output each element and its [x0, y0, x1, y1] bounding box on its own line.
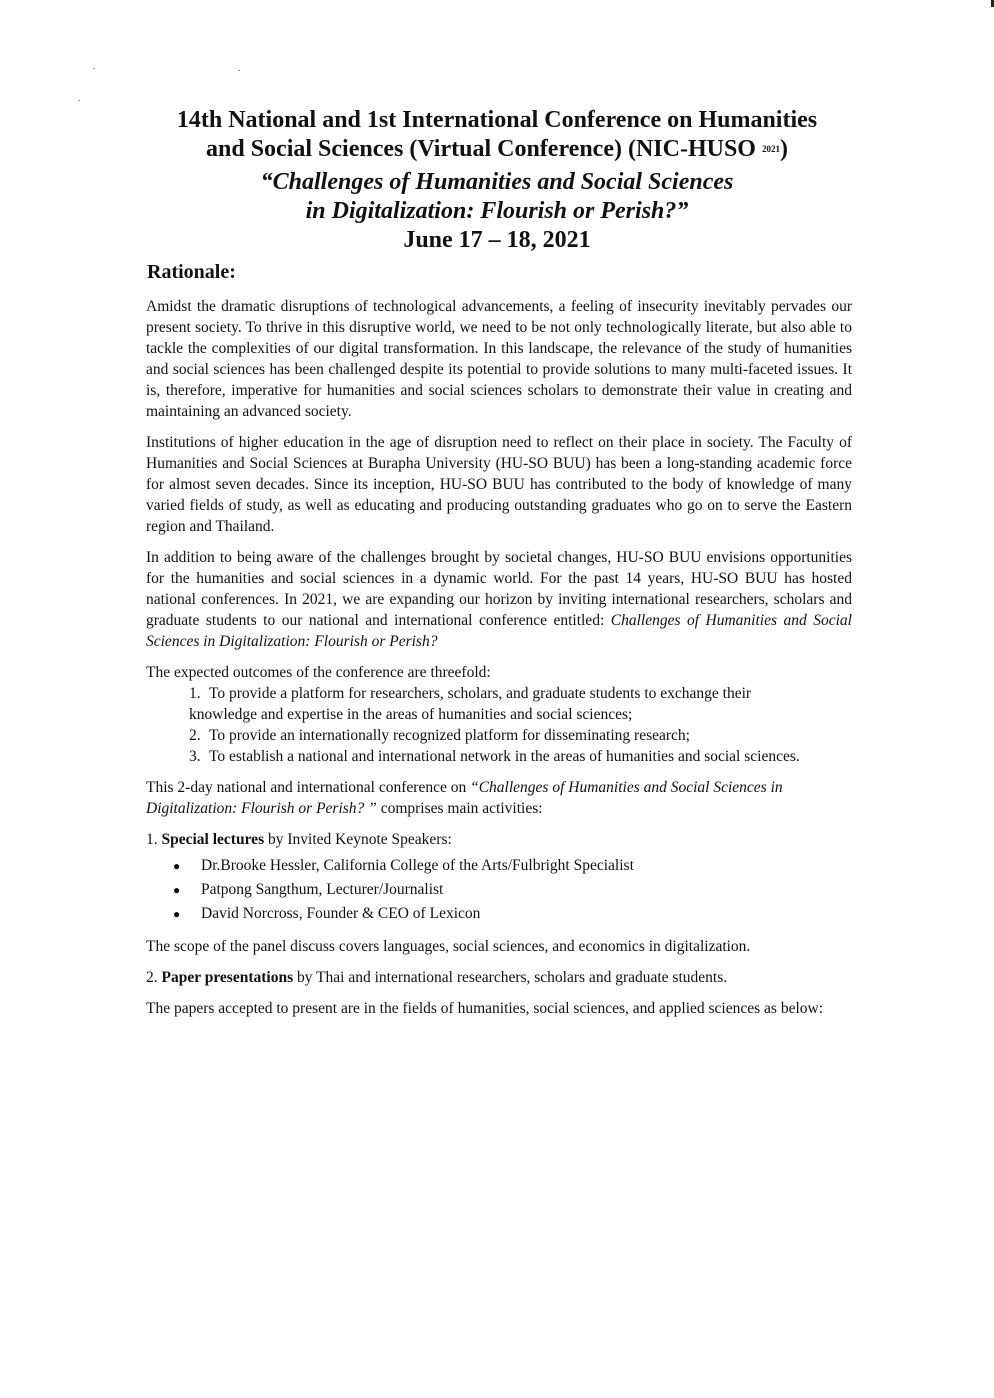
conference-date: June 17 – 18, 2021 [403, 227, 591, 253]
activity-description: by Thai and international researchers, scholars and graduate students. [293, 969, 728, 986]
outcomes-section [146, 662, 852, 767]
outcome-text: To provide an internationally recognized platform for disseminating research; [209, 727, 690, 744]
outcome-text: To establish a national and international network in the areas of humanities and social sciences. [209, 748, 800, 765]
conference-theme-inline: Challenges of Humanities and Social Sciences in Digitalization: Flourish or Perish? [146, 612, 852, 650]
panel-scope: The scope of the panel discuss covers languages, social sciences, and economics in digitalization. [146, 938, 751, 955]
activity-description: by Invited Keynote Speakers: [264, 831, 452, 848]
activity-number: 2. [146, 969, 158, 986]
bullet-icon: ● [173, 883, 181, 897]
document-body [146, 296, 852, 1029]
outcome-item [189, 746, 852, 767]
paragraph-3-text: In addition to being aware of the challenges brought by societal changes, HU-SO BUU envisions opportunities for the humanities and social sciences in a dynamic world. For the past 14 years, HU-SO BUU has hosted national conferences. In 2021, we are expanding our horizon by inviting international researchers, scholars and graduate students to our national and international conference entitled: [146, 549, 852, 629]
conference-theme-inline: “Challenges of Humanities and Social Sciences in Digitalization: Flourish or Perish? ” [146, 779, 783, 817]
rationale-paragraph-1: Amidst the dramatic disruptions of technological advancements, a feeling of insecurity inevitably pervades our present society. To thrive in this disruptive world, we need to be not only technologically literate, but also able to tackle the complexities of our digital transformation. In this landscape, the relevance of the study of humanities and social sciences has been challenged despite its potential to provide solutions to many multi-faceted issues. It is, therefore, imperative for humanities and social sciences scholars to demonstrate their value in creating and maintaining an advanced society. [146, 298, 852, 420]
rationale-paragraph-2: Institutions of higher education in the age of disruption need to reflect on their place in society. The Faculty of Humanities and Social Sciences at Burapha University (HU-SO BUU) has been a long-standing academic force for almost seven decades. Since its inception, HU-SO BUU has contributed to the body of knowledge of many varied fields of study, as well as educating and producing outstanding graduates who go on to serve the Eastern region and Thailand. [146, 434, 852, 535]
theme-line-1: “Challenges of Humanities and Social Sciences [260, 169, 734, 195]
outcome-number: 3. [189, 748, 201, 765]
papers-fields-intro: The papers accepted to present are in the fields of humanities, social sciences, and applied sciences as below: [146, 1000, 824, 1017]
outcome-text: knowledge and expertise in the areas of humanities and social sciences; [189, 706, 633, 723]
activities-intro-end: comprises main activities: [376, 800, 543, 817]
outcome-item [189, 704, 852, 725]
outcome-number: 2. [189, 727, 201, 744]
theme-line-2: in Digitalization: Flourish or Perish?” [305, 198, 689, 224]
title-line-2-close: ) [779, 136, 788, 162]
scan-speck [78, 100, 80, 101]
outcome-number: 1. [189, 685, 201, 702]
conference-title-block [0, 106, 994, 255]
title-line-2-text: and Social Sciences (Virtual Conference) (NIC-HUSO [206, 136, 756, 162]
rationale-paragraph-3 [146, 547, 852, 652]
activity-paper-presentations [146, 967, 852, 988]
speaker-name: Patpong Sangthum, Lecturer/Journalist [201, 881, 444, 898]
scan-speck [93, 68, 95, 69]
outcome-text: To provide a platform for researchers, scholars, and graduate students to exchange their [209, 685, 752, 702]
title-line-1: 14th National and 1st International Conference on Humanities [176, 107, 818, 133]
scan-speck [238, 70, 240, 71]
activities-intro-text: This 2-day national and international conference on [146, 779, 471, 796]
speaker-name: David Norcross, Founder & CEO of Lexicon [201, 905, 481, 922]
list-item [173, 854, 852, 878]
outcomes-intro: The expected outcomes of the conference are threefold: [146, 664, 491, 681]
list-item [173, 878, 852, 902]
title-year-superscript: 2021 [761, 144, 780, 154]
activity-number: 1. [146, 831, 158, 848]
speaker-list [146, 854, 852, 926]
activity-title: Special lectures [161, 831, 265, 848]
list-item [173, 902, 852, 926]
activities-intro [146, 777, 852, 819]
bullet-icon: ● [173, 859, 181, 873]
activity-special-lectures [146, 829, 852, 850]
rationale-heading: Rationale: [147, 261, 236, 283]
outcome-item [189, 683, 852, 704]
outcome-item [189, 725, 852, 746]
bullet-icon: ● [173, 907, 181, 921]
title-line-2 [0, 135, 994, 168]
activity-title: Paper presentations [161, 969, 294, 986]
speaker-name: Dr.Brooke Hessler, California College of the Arts/Fulbright Specialist [201, 857, 634, 874]
